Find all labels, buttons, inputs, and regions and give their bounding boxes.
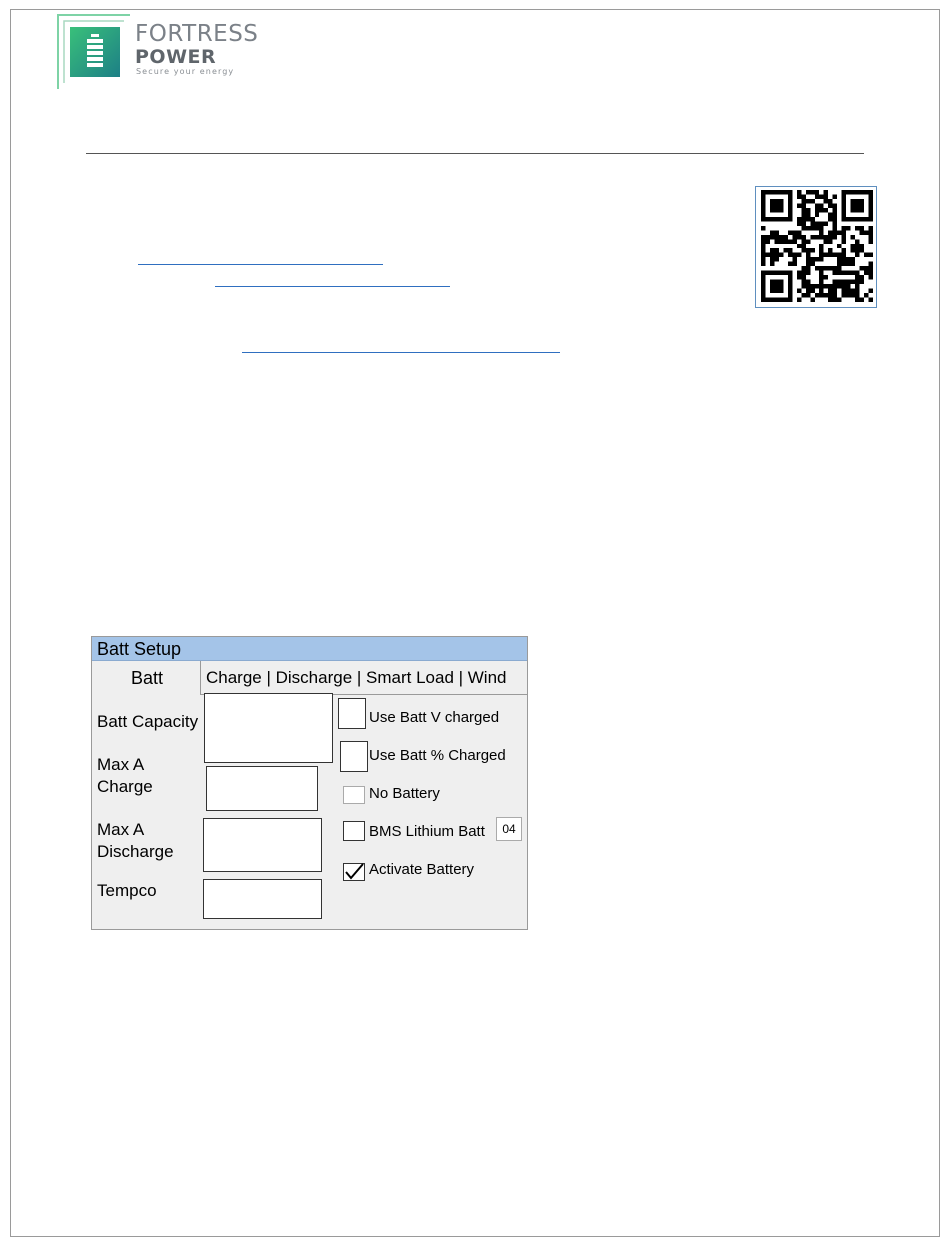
header-rule xyxy=(86,153,864,154)
max-a-charge-input[interactable] xyxy=(206,766,318,811)
activate-battery-checkbox[interactable] xyxy=(343,863,365,881)
qr-code-icon[interactable] xyxy=(755,186,877,308)
tempco-input[interactable] xyxy=(203,879,322,919)
tempco-label: Tempco xyxy=(97,881,157,900)
bms-lithium-batt-checkbox[interactable] xyxy=(343,821,365,841)
qr-code-graphic xyxy=(761,190,873,302)
use-batt-pct-charged-label: Use Batt % Charged xyxy=(369,747,506,764)
logo-tagline: Secure your energy xyxy=(136,67,235,76)
max-a-charge-label: Max A Charge xyxy=(97,755,153,796)
checkmark-icon xyxy=(343,863,365,881)
tab-strip-other[interactable]: Charge | Discharge | Smart Load | Wind xyxy=(200,661,527,695)
link-underline-3[interactable] xyxy=(242,352,560,353)
use-batt-pct-charged-checkbox[interactable] xyxy=(340,741,368,772)
logo-text-fortress: FORTRESS xyxy=(135,21,259,47)
activate-battery-label: Activate Battery xyxy=(369,861,475,878)
dialog-title: Batt Setup xyxy=(92,637,527,661)
no-battery-checkbox[interactable] xyxy=(343,786,365,804)
link-underline-1[interactable] xyxy=(138,264,383,265)
use-batt-v-charged-checkbox[interactable] xyxy=(338,698,366,729)
bms-lithium-batt-label: BMS Lithium Batt xyxy=(369,823,485,840)
use-batt-v-charged-label: Use Batt V charged xyxy=(369,709,500,726)
logo-text-power: POWER xyxy=(135,46,217,68)
battery-logo-icon xyxy=(56,13,132,89)
bms-lithium-batt-value[interactable]: 04 xyxy=(496,817,522,841)
batt-capacity-input[interactable] xyxy=(204,693,333,763)
max-a-discharge-label: Max A Discharge xyxy=(97,820,174,861)
link-underline-2[interactable] xyxy=(215,286,450,287)
max-a-discharge-input[interactable] xyxy=(203,818,322,872)
no-battery-label: No Battery xyxy=(369,785,440,802)
fortress-power-logo xyxy=(56,13,259,91)
batt-capacity-label: Batt Capacity xyxy=(97,712,199,731)
tab-batt[interactable]: Batt xyxy=(130,668,164,688)
batt-setup-dialog xyxy=(91,636,528,930)
